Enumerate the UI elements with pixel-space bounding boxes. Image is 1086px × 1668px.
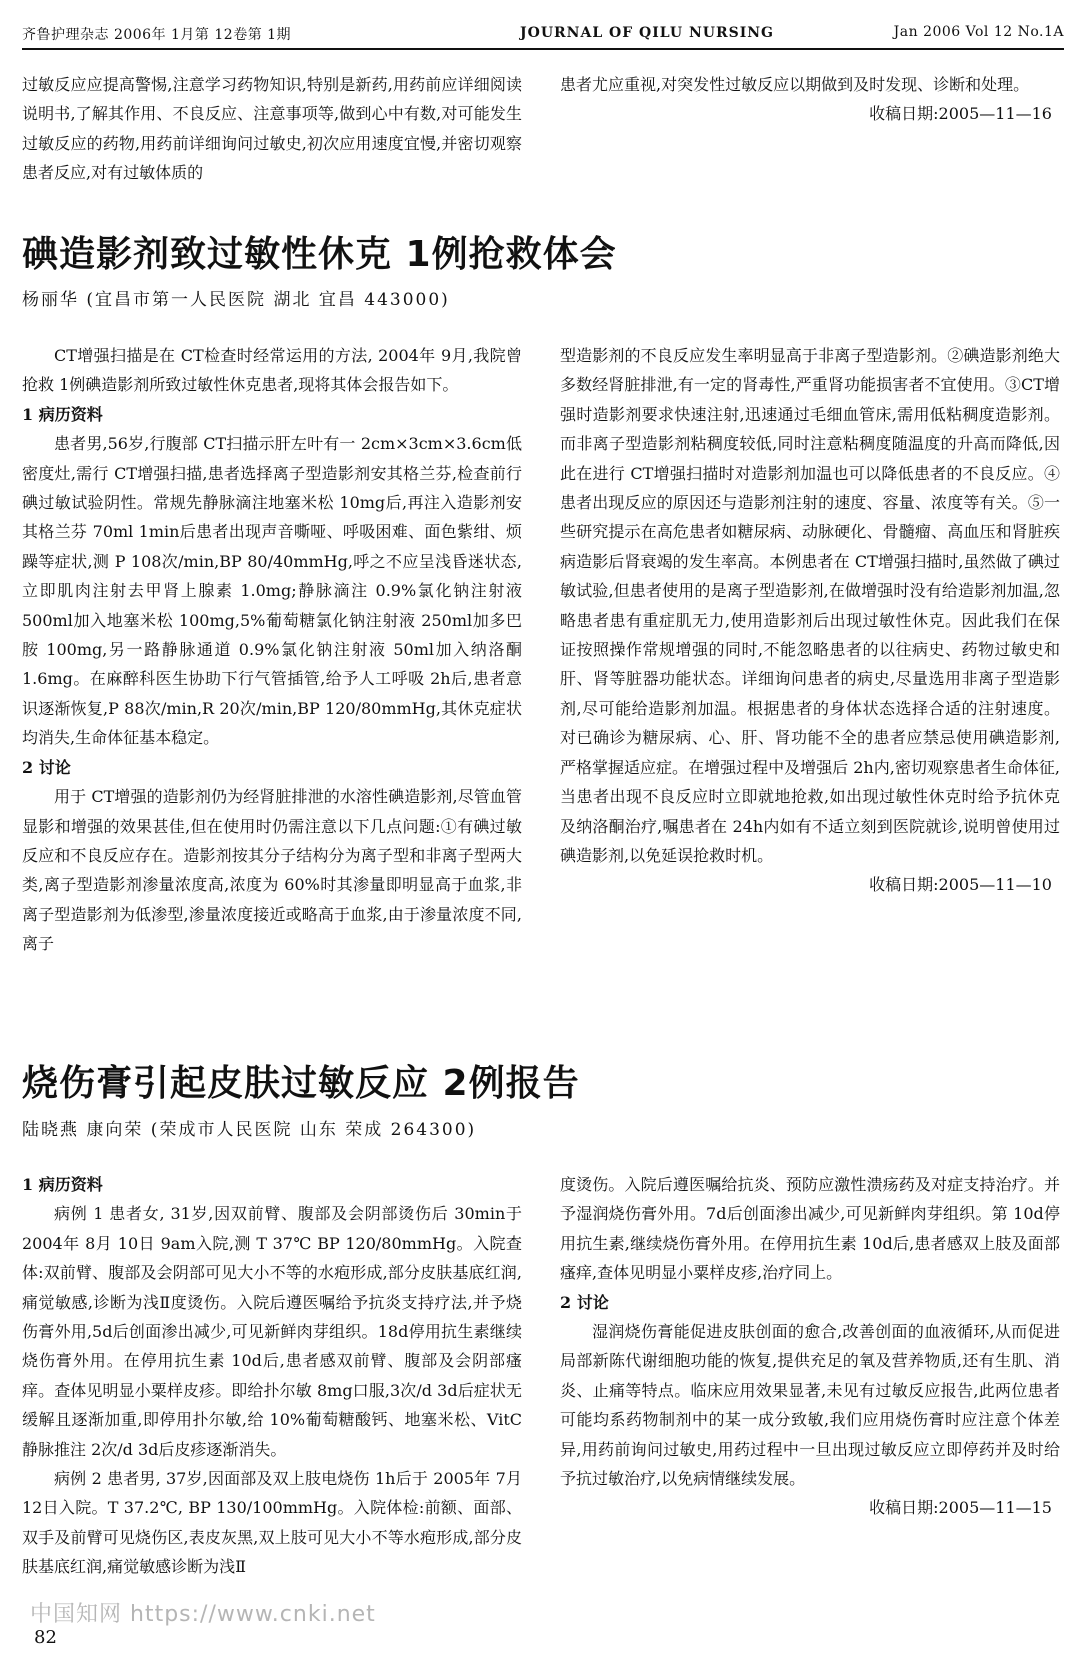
cnki-watermark: 中国知网 https://www.cnki.net: [30, 1602, 376, 1627]
prev-article-text-cont: 患者尤应重视,对突发性过敏反应以期做到及时发现、诊断和处理。: [560, 75, 1030, 94]
section-heading: 1 病历资料: [22, 1175, 103, 1194]
case1-text: 病例 1 患者女, 31岁,因双前臂、腹部及会阴部烫伤后 30min于 2004年 8月 10日 9am入院,测 T 37℃ BP 120/80mmHg。入院查体:双前臂、腹部及会阴部可见大小不等的水疱形成,部分皮肤基底红润,痛觉敏感,诊断为浅Ⅱ度烫伤。入院后遵医嘱给予抗炎支持疗法,并予烧伤膏外用,5d后创面渗出减少,可见新鲜肉芽组织。18d停用抗生素继续烧伤膏外用。在停用抗生素 10d后,患者感双前臂、腹部及会阴部瘙痒。查体见明显小粟样皮疹。即给扑尔敏 8mg口服,3次/d 3d后症状无缓解且逐渐加重,即停用扑尔敏,给 10%葡萄糖酸钙、地塞米松、VitC静脉推注 2次/d 3d后皮疹逐渐消失。: [22, 1204, 522, 1459]
section-heading: 1 病历资料: [22, 404, 103, 424]
discussion-text: 用于 CT增强的造影剂仍为经肾脏排泄的水溶性碘造影剂,尽管血管显影和增强的效果甚佳,但在使用时仍需注意以下几点问题:①有碘过敏反应和不良反应存在。造影剂按其分子结构分为离子型和非离子型两大类,离子型造影剂渗量浓度高,浓度为 60%时其渗量即明显高于血浆,非离子型造影剂为低渗型,渗量浓度接近或略高于血浆,由于渗量浓度不同,离子: [22, 787, 522, 954]
received-date: 收稿日期:2005—11—10: [869, 875, 1052, 895]
article-byline: 陆晓燕 康向荣 (荣成市人民医院 山东 荣成 264300): [22, 1120, 477, 1140]
article2-left-column: [22, 1170, 522, 1582]
discussion-text-cont: 型造影剂的不良反应发生率明显高于非离子型造影剂。②碘造影剂绝大多数经肾脏排泄,有一定的肾毒性,严重肾功能损害者不宜使用。③CT增强时造影剂要求快速注射,迅速通过毛细血管床,需用低粘稠度造影剂。而非离子型造影剂粘稠度较低,同时注意粘稠度随温度的升高而降低,因此在进行 CT增强扫描时对造影剂加温也可以降低患者的不良反应。④患者出现反应的原因还与造影剂注射的速度、容量、浓度等有关。⑤一些研究提示在高危患者如糖尿病、动脉硬化、骨髓瘤、高血压和肾脏疾病造影后肾衰竭的发生率高。本例患者在 CT增强扫描时,虽然做了碘过敏试验,但患者使用的是离子型造影剂,在做增强时没有给造影剂加温,忽略患者患有重症肌无力,使用造影剂后出现过敏性休克。因此我们在保证按照操作常规增强的同时,不能忽略患者的以往病史、药物过敏史和肝、肾等脏器功能状态。详细询问患者的病史,尽量选用非离子型造影剂,尽可能给造影剂加温。根据患者的身体状态选择合适的注射速度。对已确诊为糖尿病、心、肝、肾功能不全的患者应禁忌使用碘造影剂,严格掌握适应症。在增强过程中及增强后 2h内,密切观察患者生命体征,当患者出现不良反应时立即就地抢救,如出现过敏性休克时给予抗休克及纳洛酮治疗,嘱患者在 24h内如有不适立刻到医院就诊,说明曾使用过碘造影剂,以免延误抢救时机。: [560, 346, 1060, 865]
journal-english-name: JOURNAL OF QILU NURSING: [520, 25, 775, 41]
case2-text: 病例 2 患者男, 37岁,因面部及双上肢电烧伤 1h后于 2005年 7月 12日入院。T 37.2℃, BP 130/100mmHg。入院体检:前额、面部、双手及前臂可见烧伤区,表皮灰黑,双上肢可见大小不等水疱形成,部分皮肤基底红润,痛觉敏感诊断为浅Ⅱ: [22, 1469, 522, 1577]
article1-left-column: [22, 341, 522, 959]
issue-info: Jan 2006 Vol 12 No.1A: [893, 24, 1064, 40]
article-byline: 杨丽华 (宜昌市第一人民医院 湖北 宜昌 443000): [22, 290, 450, 310]
article-title: 烧伤膏引起皮肤过敏反应 2例报告: [22, 1063, 580, 1104]
prev-article-text: 过敏反应应提高警惕,注意学习药物知识,特别是新药,用药前应详细阅读说明书,了解其作用、不良反应、注意事项等,做到心中有数,对可能发生过敏反应的药物,用药前详细询问过敏史,初次应用速度宜慢,并密切观察患者反应,对有过敏体质的: [22, 75, 522, 183]
received-date: 收稿日期:2005—11—15: [869, 1498, 1052, 1518]
article-title: 碘造影剂致过敏性休克 1例抢救体会: [22, 234, 617, 275]
case2-text-cont: 度烫伤。入院后遵医嘱给抗炎、预防应激性溃疡药及对症支持治疗。并予湿润烧伤膏外用。7d后创面渗出减少,可见新鲜肉芽组织。第 10d停用抗生素,继续烧伤膏外用。在停用抗生素 10d后,患者感双上肢及面部瘙痒,查体见明显小粟样皮疹,治疗同上。: [560, 1175, 1060, 1283]
running-header: [22, 22, 1064, 50]
received-date: 收稿日期:2005—11—16: [869, 104, 1052, 124]
section-heading: 2 讨论: [22, 757, 71, 777]
section-heading: 2 讨论: [560, 1292, 609, 1312]
page-number: 82: [34, 1627, 57, 1648]
journal-chinese-name: 齐鲁护理杂志 2006年 1月第 12卷第 1期: [22, 27, 292, 43]
article1-right-column: [560, 341, 1060, 900]
discussion-text: 湿润烧伤膏能促进皮肤创面的愈合,改善创面的血液循环,从而促进局部新陈代谢细胞功能的恢复,提供充足的氧及营养物质,还有生肌、消炎、止痛等特点。临床应用效果显著,未见有过敏反应报告,此两位患者可能均系药物制剂中的某一成分致敏,我们应用烧伤膏时应注意个体差异,用药前询问过敏史,用药过程中一旦出现过敏反应立即停药并及时给予抗过敏治疗,以免病情继续发展。: [560, 1322, 1060, 1489]
prev-article-right-column: [560, 70, 1060, 129]
article2-right-column: [560, 1170, 1060, 1523]
article1-intro: CT增强扫描是在 CT检查时经常运用的方法, 2004年 9月,我院曾抢救 1例碘造影剂所致过敏性休克患者,现将其体会报告如下。: [22, 346, 522, 395]
case-report-text: 患者男,56岁,行腹部 CT扫描示肝左叶有一 2cm×3cm×3.6cm低密度灶,需行 CT增强扫描,患者选择离子型造影剂安其格兰芬,检查前行碘过敏试验阴性。常规先静脉滴注地塞米松 10mg后,再注入造影剂安其格兰芬 70ml 1min后患者出现声音嘶哑、呼吸困难、面色紫绀、烦躁等症状,测 P 108次/min,BP 80/40mmHg,呼之不应呈浅昏迷状态,立即肌肉注射去甲肾上腺素 1.0mg;静脉滴注 0.9%氯化钠注射液 500ml加入地塞米松 100mg,5%葡萄糖氯化钠注射液 250ml加多巴胺 100mg,另一路静脉通道 0.9%氯化钠注射液 50ml加入纳洛酮 1.6mg。在麻醉科医生协助下行气管插管,给予人工呼吸 2h后,患者意识逐渐恢复,P 88次/min,R 20次/min,BP 120/80mmHg,其休克症状均消失,生命体征基本稳定。: [22, 434, 522, 748]
prev-article-left-column: [22, 70, 522, 188]
